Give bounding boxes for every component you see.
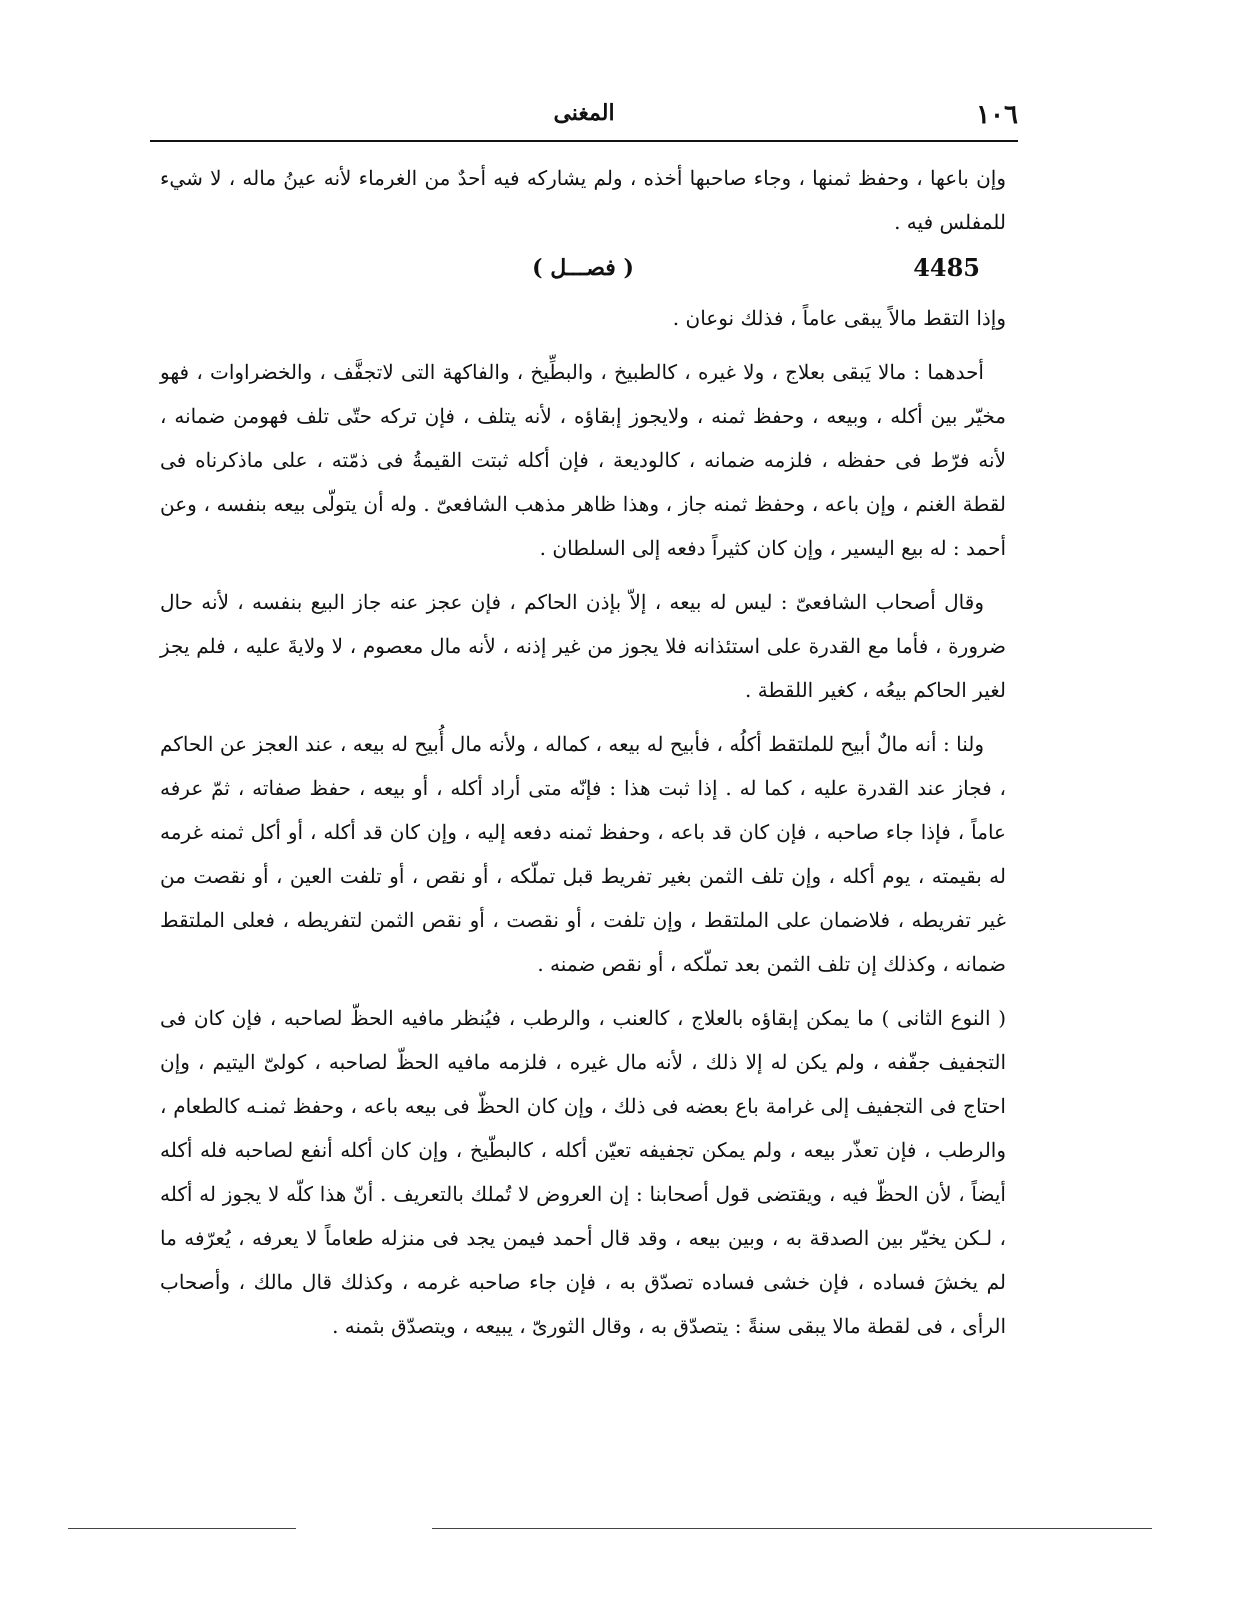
section-title: ( فصـــل ) (532, 255, 634, 281)
paragraph-4: وقال أصحاب الشافعىّ : ليس له بيعه ، إلاّ بإذن الحاكم ، فإن عجز عنه جاز البيع بنفسه ، لأنه حال ضرورة ، فأما مع القدرة على استئذانه فلا يجوز من غير إذنه ، لأنه مال معصوم ، لا ولايةَ عليه ، فلم يجز لغير الحاكم بيعُه ، كغير اللقطة . (160, 590, 1006, 702)
page-header (150, 96, 1018, 140)
page-body (160, 156, 1006, 1348)
running-title: المغنى (553, 100, 615, 126)
paragraph-2: وإذا التقط مالاً يبقى عاماً ، فذلك نوعان . (672, 306, 1006, 330)
paragraph-6: ( النوع الثانى ) ما يمكن إبقاؤه بالعلاج ، كالعنب ، والرطب ، فيُنظر مافيه الحظّ لصاحبه ، فإن كان فى التجفيف جفّفه ، ولم يكن له إلا ذلك ، لأنه مال غيره ، فلزمه مافيه الحظّ لصاحبه ، كولىّ اليتيم ، وإن احتاج فى التجفيف إلى غرامة باع بعضه فى ذلك ، وإن كان الحظّ فى بيعه باعه ، وحفظ ثمنـه كالطعام ، والرطب ، فإن تعذّر بيعه ، ولم يمكن تجفيفه تعيّن أكله ، كالبطّيخ ، وإن كان أكله أنفع لصاحبه فله أكله أيضاً ، لأن الحظّ فيه ، ويقتضى قول أصحابنا : إن العروض لا تُملك بالتعريف . أنّ هذا كلّه لا يجوز له أكله ، لـكن يخيّر بين الصدقة به ، وبين بيعه ، وقد قال أحمد فيمن يجد فى منزله طعاماً لا يعرفه ، يُعرّفه ما لم يخشَ فساده ، فإن خشى فساده تصدّق به ، فإن جاء صاحبه غرمه ، وكذلك قال مالك ، وأصحاب الرأى ، فى لقطة مالا يبقى سنةً : يتصدّق به ، وقال الثورىّ ، يبيعه ، ويتصدّق بثمنه . (160, 1006, 1006, 1338)
paragraph-1: وإن باعها ، وحفظ ثمنها ، وجاء صاحبها أخذه ، ولم يشاركه فيه أحدٌ من الغرماء لأنه عينُ ماله ، لا شيء للمفلس فيه . (160, 166, 1006, 234)
page-number: ١٠٦ (976, 100, 1018, 130)
paragraph-5: ولنا : أنه مالٌ أبيح للملتقط أكلُه ، فأبيح له بيعه ، كماله ، ولأنه مال أُبيح له بيعه ، عند العجز عن الحاكم ، فجاز عند القدرة عليه ، كما له . إذا ثبت هذا : فإنّه متى أراد أكله ، أو بيعه ، حفظ صفاته ، ثمّ عرفه عاماً ، فإذا جاء صاحبه ، فإن كان قد باعه ، وحفظ ثمنه دفعه إليه ، وإن كان قد أكله ، أو أكل ثمنه غرمه له بقيمته ، يوم أكله ، وإن تلف الثمن بغير تفريط قبل تملّكه ، أو نقص ، أو تلفت العين ، أو نقصت من غير تفريطه ، فلاضمان على الملتقط ، وإن تلفت ، أو نقصت ، أو نقص الثمن لتفريطه ، فعلى الملتقط ضمانه ، وكذلك إن تلف الثمن بعد تملّكه ، أو نقص ضمنه . (160, 732, 1006, 976)
paragraph-3: أحدهما : مالا يَبقى بعلاج ، ولا غيره ، كالطبيخ ، والبطِّيخ ، والفاكهة التى لاتجفَّف ، والخضراوات ، فهو مخيّر بين أكله ، وبيعه ، وحفظ ثمنه ، ولايجوز إبقاؤه ، لأنه يتلف ، فإن تركه حتّى تلف فهومن ضمانه ، لأنه فرّط فى حفظه ، فلزمه ضمانه ، كالوديعة ، فإن أكله ثبتت القيمةُ فى ذمّته ، على ماذكرناه فى لقطة الغنم ، وإن باعه ، وحفظ ثمنه جاز ، وهذا ظاهر مذهب الشافعىّ . وله أن يتولّى بيعه بنفسه ، وعن أحمد : له بيع اليسير ، وإن كان كثيراً دفعه إلى السلطان . (160, 360, 1006, 560)
section-number: 4485 (913, 253, 980, 282)
footer-rule-left (68, 1528, 296, 1529)
header-rule (150, 140, 1018, 142)
footer-rule-right (432, 1528, 1152, 1529)
section-heading (160, 244, 1006, 296)
